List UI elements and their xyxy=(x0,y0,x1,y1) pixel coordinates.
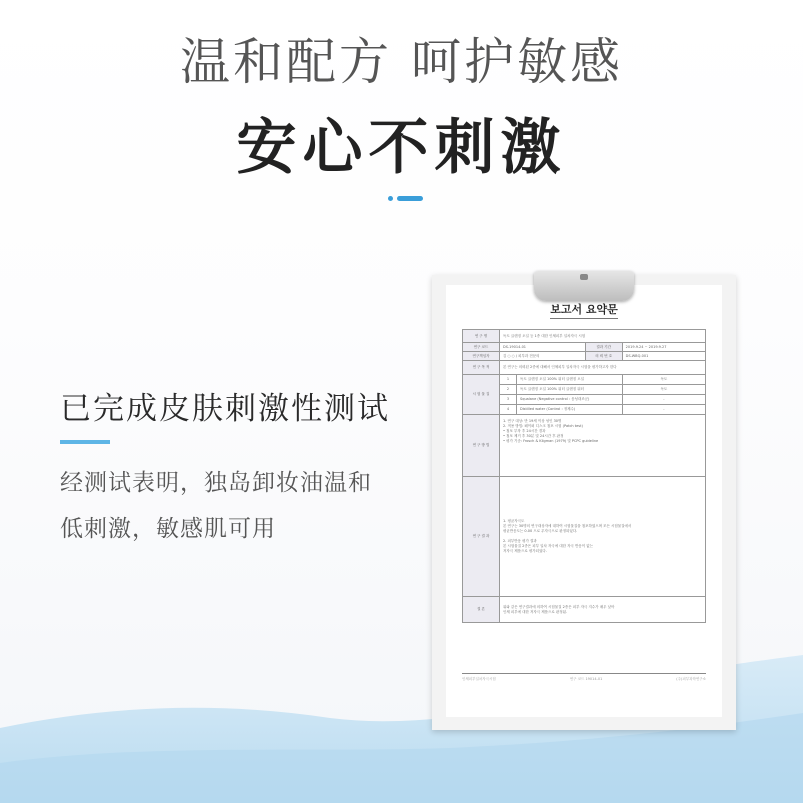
report-title: 보고서 요약문 xyxy=(550,303,618,316)
section-divider xyxy=(60,440,110,444)
report-footer: 인체피부일차자극시험 연구 코드 19014-01 (주)피부과학연구소 xyxy=(462,677,706,681)
table-row: 연구 코드 DS-19014-01 결과 기간 2019.9.24 ~ 2019.9.27 xyxy=(463,343,706,352)
headline-line1: 温和配方 呵护敏感 xyxy=(180,33,623,91)
test-report-document xyxy=(432,275,736,730)
table-row: 2 독도 클렌징 오일 100% 워터 클렌징 워터 독도 xyxy=(463,385,706,395)
table-row: 연 구 결 과 1. 평균자극도 본 연구는 30명의 연구대상자에 대하여 시험물질을 첩포하였으며 모든 시험물질에서 평균반응도는 0.00 으로 무자극으로 판정되었다. 2. 피부반응 평가 결과 본 시험물질 2종은 피부 일차 자극에 대한 자극 반응이 없는 저자극 제품으로 평가되었다. xyxy=(463,477,706,597)
report-paper xyxy=(446,285,722,717)
table-row: 연 구 방 법 1. 연구 대상: 만 19세 이상 성인 30명 2. 적용 방법: 페이퍼 디스크 첩포 시험 (Patch test) • 첩포 부착 후 24시간 경과 • 첩포 제거 후 30분 및 24시간 후 판정 • 평가 기준: Frosch & Kligman (1979) 및 PCPC guideline xyxy=(463,415,706,477)
table-row: 연구책임자 김 ○ ○ / 피부과 전문의 의 뢰 번 호 DS-WBQ-001 xyxy=(463,352,706,361)
section-description xyxy=(60,460,420,552)
table-row: 연 구 명 독도 클렌징 오일 등 1종 대한 인체피부 일차자극 시험 xyxy=(463,330,706,343)
headline-line2: 安心不刺激 xyxy=(236,113,567,183)
table-row: 4 Distilled water (Control : 정제수) - xyxy=(463,405,706,415)
section-title: 已完成皮肤刺激性测试 xyxy=(60,391,390,427)
table-row: 시 험 물 질 1 독도 클렌징 오일 100% 워터 클렌징 오일 독도 xyxy=(463,375,706,385)
decorative-dots xyxy=(388,195,423,201)
desc-line1: 经测试表明，独岛卸妆油温和 xyxy=(60,470,372,496)
desc-line2: 低刺激，敏感肌可用 xyxy=(60,516,276,542)
report-table xyxy=(462,329,706,623)
table-row: 3 Squalane (Negative control : 음성대조군) - xyxy=(463,395,706,405)
table-row: 결 론 위와 같은 연구결과에 의하여 시험물질 2종은 피부 자극 지수가 매우 낮아 인체 피부에 대한 저자극 제품으로 판정됨. xyxy=(463,597,706,623)
table-row: 연 구 목 적 본 연구는 의뢰된 2종에 대해서 인체피부 일차자극 시험을 평가하고자 한다 xyxy=(463,361,706,375)
